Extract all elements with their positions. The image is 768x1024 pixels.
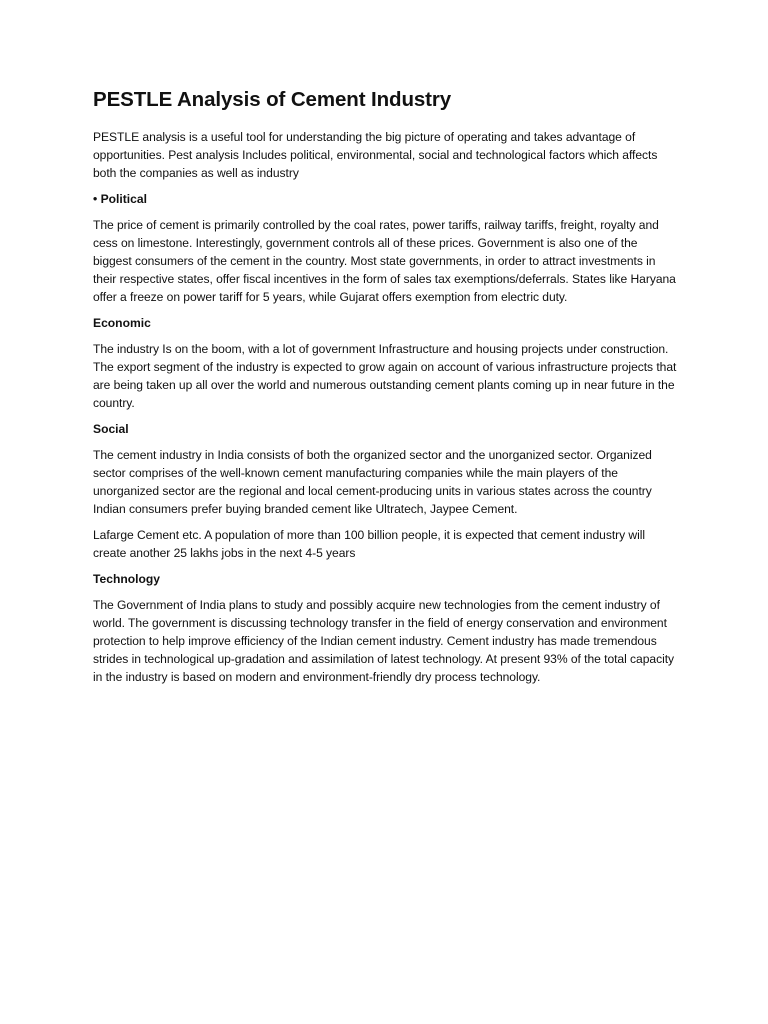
- economic-paragraph: The industry Is on the boom, with a lot of government Infrastructure and housing projects under construction. The export segment of the industry is expected to grow again on account of various infrastructure projects that are being taken up all over the world and numerous outstanding cement plants coming up in near future in the country.: [93, 341, 677, 410]
- section-heading-technology: Technology: [93, 571, 160, 586]
- section-heading-economic: Economic: [93, 315, 151, 330]
- social-paragraph-1: The cement industry in India consists of both the organized sector and the unorganized sector. Organized sector comprises of the well-known cement manufacturing companies while the main players of the unorganized sector are the regional and local cement-producing units in various states across the country Indian consumers prefer buying branded cement like Ultratech, Jaypee Cement.: [93, 447, 652, 516]
- social-paragraph-2: Lafarge Cement etc. A population of more than 100 billion people, it is expected that cement industry will create another 25 lakhs jobs in the next 4-5 years: [93, 527, 646, 560]
- section-heading-social: Social: [93, 421, 129, 436]
- technology-paragraph: The Government of India plans to study and possibly acquire new technologies from the cement industry of world. The government is discussing technology transfer in the field of energy conservation and environment protection to help improve efficiency of the Indian cement industry. Cement industry has made tremendous strides in technological up-gradation and assimilation of latest technology. At present 93% of the total capacity in the industry is based on modern and environment-friendly dry process technology.: [93, 597, 675, 684]
- intro-paragraph: PESTLE analysis is a useful tool for understanding the big picture of operating and takes advantage of opportunities. Pest analysis Includes political, environmental, social and technological factors which affects both the companies as well as industry: [93, 129, 658, 180]
- section-heading-political: • Political: [93, 191, 147, 206]
- document-title: PESTLE Analysis of Cement Industry: [93, 88, 452, 111]
- document-page: [93, 88, 677, 694]
- political-paragraph: The price of cement is primarily controlled by the coal rates, power tariffs, railway tariffs, freight, royalty and cess on limestone. Interestingly, government controls all of these prices. Government is also one of the biggest consumers of the cement in the country. Most state governments, in order to attract investments in their respective states, offer fiscal incentives in the form of sales tax exemptions/deferrals. States like Haryana offer a freeze on power tariff for 5 years, while Gujarat offers exemption from electric duty.: [93, 217, 676, 304]
